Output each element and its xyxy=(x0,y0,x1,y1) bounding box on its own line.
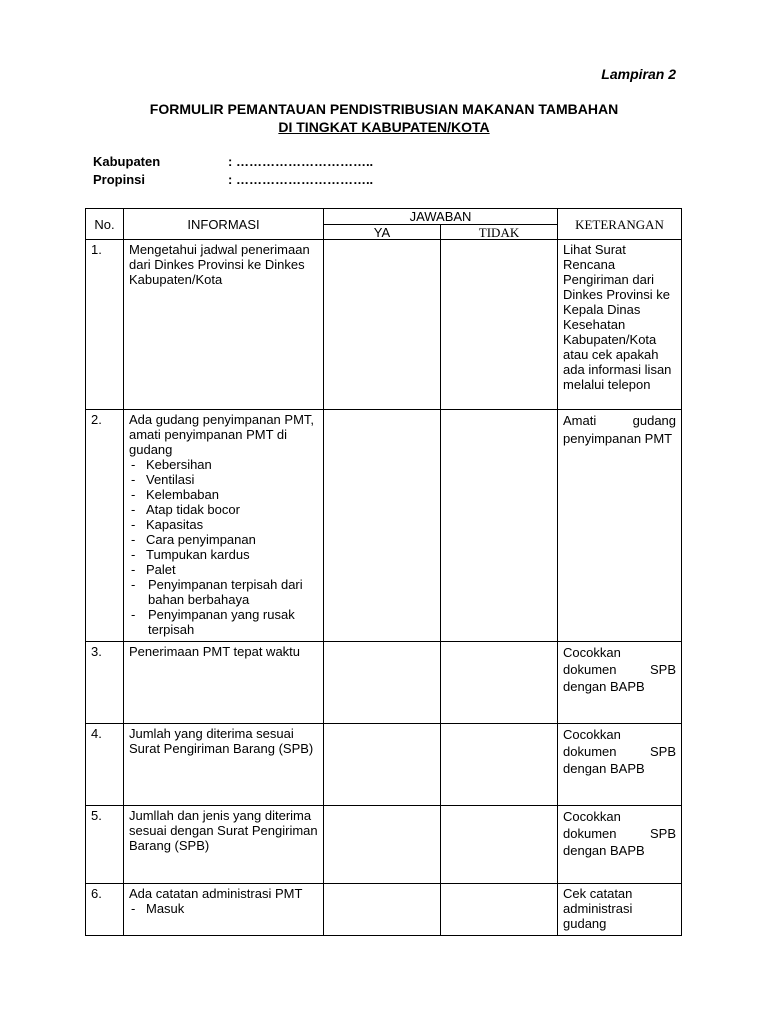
row-number: 2. xyxy=(86,410,124,642)
answer-tidak-cell[interactable] xyxy=(441,806,558,884)
header-tidak: TIDAK xyxy=(441,225,558,240)
field-propinsi xyxy=(93,171,373,189)
form-fields xyxy=(93,153,373,189)
title-line-1: FORMULIR PEMANTAUAN PENDISTRIBUSIAN MAKANAN TAMBAHAN xyxy=(149,101,619,117)
answer-ya-cell[interactable] xyxy=(324,240,441,410)
row-number: 5. xyxy=(86,806,124,884)
list-item: - Ventilasi xyxy=(129,472,318,487)
header-ya: YA xyxy=(324,225,441,240)
table-row xyxy=(86,410,682,642)
row-info: Ada catatan administrasi PMT xyxy=(129,886,303,901)
row-info: Jumlah yang diterima sesuai Surat Pengiriman Barang (SPB) xyxy=(124,724,324,806)
row-keterangan: Cek catatan administrasi gudang xyxy=(558,884,682,936)
title-line-2: DI TINGKAT KABUPATEN/KOTA xyxy=(278,119,490,135)
row-keterangan: Cocokkan dokumen SPB dengan BAPB xyxy=(558,642,682,724)
row-number: 4. xyxy=(86,724,124,806)
answer-ya-cell[interactable] xyxy=(324,410,441,642)
list-item: - Kelembaban xyxy=(129,487,318,502)
answer-tidak-cell[interactable] xyxy=(441,410,558,642)
list-item: - Masuk xyxy=(129,901,318,916)
answer-tidak-cell[interactable] xyxy=(441,724,558,806)
row-keterangan: Cocokkan dokumen SPB dengan BAPB xyxy=(558,806,682,884)
list-item: - Tumpukan kardus xyxy=(129,547,318,562)
list-item: - Palet xyxy=(129,562,318,577)
table-row xyxy=(86,884,682,936)
row-info-cell xyxy=(124,884,324,936)
answer-ya-cell[interactable] xyxy=(324,884,441,936)
field-label: Propinsi xyxy=(93,172,146,187)
row-number: 6. xyxy=(86,884,124,936)
answer-ya-cell[interactable] xyxy=(324,642,441,724)
row-info: Jumllah dan jenis yang diterima sesuai dengan Surat Pengiriman Barang (SPB) xyxy=(124,806,324,884)
field-kabupaten xyxy=(93,153,373,171)
row-keterangan: Cocokkan dokumen SPB dengan BAPB xyxy=(558,724,682,806)
field-label: Kabupaten xyxy=(93,154,161,169)
table-row xyxy=(86,806,682,884)
field-value: : ………………………….. xyxy=(228,172,374,187)
table-row xyxy=(86,724,682,806)
row-info: Ada gudang penyimpanan PMT, amati penyimpanan PMT di gudang xyxy=(129,412,315,457)
list-item: - Penyimpanan terpisah dari bahan berbahaya xyxy=(129,577,318,607)
answer-tidak-cell[interactable] xyxy=(441,642,558,724)
row-info-cell xyxy=(124,410,324,642)
list-item: - Kapasitas xyxy=(129,517,318,532)
list-item: - Penyimpanan yang rusak terpisah xyxy=(129,607,318,637)
row-number: 3. xyxy=(86,642,124,724)
lampiran-label: Lampiran 2 xyxy=(601,66,676,82)
row-number: 1. xyxy=(86,240,124,410)
header-no: No. xyxy=(86,209,124,240)
header-informasi: INFORMASI xyxy=(124,209,324,240)
list-item: - Atap tidak bocor xyxy=(129,502,318,517)
row-keterangan: Amati gudang penyimpanan PMT xyxy=(558,410,682,642)
table-row xyxy=(86,240,682,410)
monitoring-table xyxy=(85,208,682,936)
form-title xyxy=(0,100,768,136)
header-jawaban: JAWABAN xyxy=(324,209,558,225)
field-value: : ………………………….. xyxy=(228,154,374,169)
answer-ya-cell[interactable] xyxy=(324,724,441,806)
list-item: - Kebersihan xyxy=(129,457,318,472)
checklist xyxy=(129,457,318,637)
answer-tidak-cell[interactable] xyxy=(441,884,558,936)
row-keterangan: Lihat Surat Rencana Pengiriman dari Dinkes Provinsi ke Kepala Dinas Kesehatan Kabupaten/Kota atau cek apakah ada informasi lisan melalui telepon xyxy=(558,240,682,410)
answer-tidak-cell[interactable] xyxy=(441,240,558,410)
header-keterangan: KETERANGAN xyxy=(558,209,682,240)
checklist xyxy=(129,901,318,916)
row-info: Penerimaan PMT tepat waktu xyxy=(124,642,324,724)
table-row xyxy=(86,642,682,724)
row-info: Mengetahui jadwal penerimaan dari Dinkes Provinsi ke Dinkes Kabupaten/Kota xyxy=(124,240,324,410)
list-item: - Cara penyimpanan xyxy=(129,532,318,547)
answer-ya-cell[interactable] xyxy=(324,806,441,884)
